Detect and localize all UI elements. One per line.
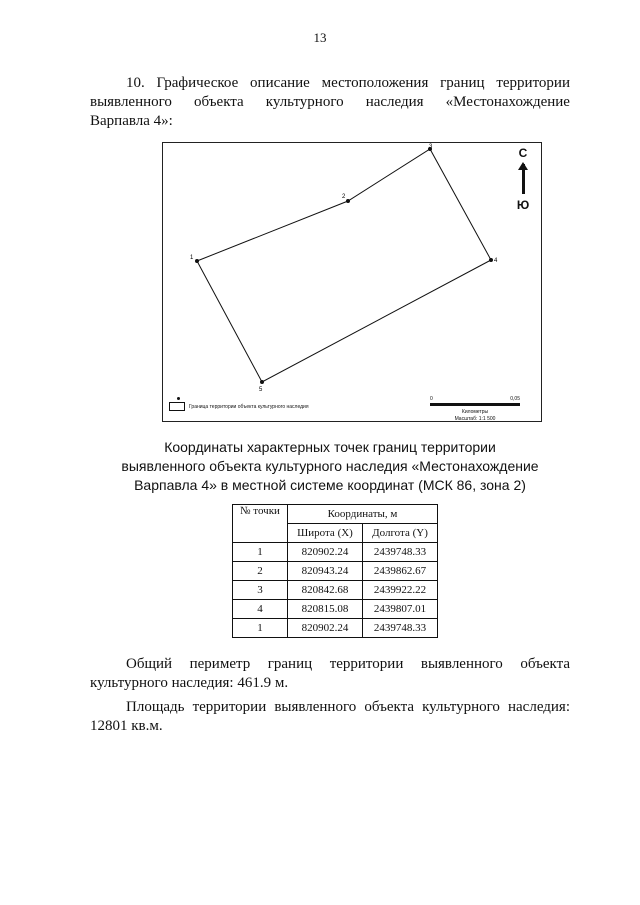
- scale-unit: Километры: [461, 409, 489, 415]
- cell-y: 2439748.33: [363, 619, 438, 638]
- perimeter-word: территории: [329, 656, 404, 672]
- boundary-point-4: [489, 258, 493, 262]
- caption-line: выявленного объекта культурного наследия «Местонахождение: [121, 458, 539, 474]
- map-legend: [169, 402, 309, 411]
- heading-word: Графическое: [156, 75, 239, 91]
- area-word: выявленного: [274, 699, 357, 715]
- perimeter-word: границ: [267, 656, 313, 672]
- cell-x: 820815.08: [288, 600, 363, 619]
- boundary-map: [162, 142, 542, 422]
- legend-label: Граница территории объекта культурного наследия: [189, 403, 309, 410]
- point-label-4: 4: [494, 258, 498, 264]
- point-label-1: 1: [190, 255, 194, 261]
- boundary-polygon: [197, 149, 491, 382]
- area-value: 12801 кв.м.: [90, 718, 163, 734]
- cell-x: 820902.24: [288, 619, 363, 638]
- cell-point: 3: [233, 581, 288, 600]
- col-header-lat: Широта (X): [288, 524, 363, 543]
- cell-point: 1: [233, 543, 288, 562]
- cell-x: 820902.24: [288, 543, 363, 562]
- north-label: С: [518, 146, 528, 160]
- table-row: [233, 581, 438, 600]
- heading-word: 10.: [126, 75, 145, 91]
- cell-y: 2439807.01: [363, 600, 438, 619]
- point-label-5: 5: [259, 387, 263, 393]
- coordinates-table: [232, 504, 438, 638]
- heading-word: наследия: [365, 94, 424, 110]
- point-label-3: 3: [429, 144, 433, 150]
- heading-word: описание: [250, 75, 310, 91]
- table-header-row: [233, 505, 438, 524]
- boundary-point-5: [260, 380, 264, 384]
- perimeter-line-2: [90, 674, 570, 693]
- scale-ticks: [430, 396, 520, 403]
- cell-x: 820842.68: [288, 581, 363, 600]
- heading-word: Варпавла 4»:: [90, 113, 173, 129]
- page-number: 13: [313, 30, 327, 45]
- perimeter-word: периметр: [189, 656, 251, 672]
- caption-line: Варпавла 4» в местной системе координат (МСК 86, зона 2): [134, 477, 526, 493]
- heading-line-2: [90, 93, 570, 112]
- table-row: [233, 562, 438, 581]
- col-header-lon: Долгота (Y): [363, 524, 438, 543]
- cell-y: 2439922.22: [363, 581, 438, 600]
- cell-y: 2439862.67: [363, 562, 438, 581]
- boundary-point-1: [195, 259, 199, 263]
- cell-point: 1: [233, 619, 288, 638]
- area-word: объекта: [364, 699, 414, 715]
- perimeter-value: культурного наследия: 461.9 м.: [90, 675, 289, 691]
- cell-point: 2: [233, 562, 288, 581]
- area-word: Площадь: [126, 699, 185, 715]
- area-word: территории: [192, 699, 267, 715]
- heading-line-1: [90, 74, 570, 93]
- area-paragraph: [90, 698, 570, 736]
- caption-line: Координаты характерных точек границ территории: [164, 439, 496, 455]
- cell-x: 820943.24: [288, 562, 363, 581]
- col-header-point: № точки: [233, 505, 288, 543]
- perimeter-line-1: [90, 655, 570, 674]
- area-word: культурного: [422, 699, 500, 715]
- heading-word: границ: [440, 75, 485, 91]
- heading-line-3: [90, 112, 570, 131]
- scale-tick-label: 0,05: [510, 396, 520, 402]
- heading-word: объекта: [194, 94, 244, 110]
- perimeter-paragraph: [90, 655, 570, 693]
- area-line-1: [90, 698, 570, 717]
- scale-tick-label: 0: [430, 396, 433, 402]
- legend-point-icon: [177, 397, 180, 400]
- point-label-2: 2: [342, 194, 346, 200]
- section-heading: [90, 74, 570, 131]
- cell-point: 4: [233, 600, 288, 619]
- south-label: Ю: [516, 198, 530, 212]
- table-caption: [90, 438, 570, 495]
- perimeter-word: выявленного: [420, 656, 503, 672]
- area-word: наследия:: [507, 699, 570, 715]
- col-header-coordinates: Координаты, м: [288, 505, 438, 524]
- legend-boundary-swatch-icon: [169, 402, 185, 411]
- perimeter-word: объекта: [520, 656, 570, 672]
- scale-bar: [430, 396, 520, 422]
- cell-y: 2439748.33: [363, 543, 438, 562]
- heading-word: выявленного: [90, 94, 172, 110]
- table-row: [233, 619, 438, 638]
- boundary-map-canvas: [163, 143, 543, 423]
- table-row: [233, 543, 438, 562]
- perimeter-word: Общий: [126, 656, 173, 672]
- boundary-point-2: [346, 199, 350, 203]
- scale-bar-line: [430, 403, 520, 406]
- heading-word: территории: [496, 75, 570, 91]
- heading-word: культурного: [265, 94, 344, 110]
- table-row: [233, 600, 438, 619]
- scale-ratio: Масштаб: 1:1 500: [454, 416, 496, 422]
- area-line-2: [90, 717, 570, 736]
- heading-word: местоположения: [321, 75, 429, 91]
- heading-word: «Местонахождение: [445, 94, 570, 110]
- arrow-shaft: [522, 164, 525, 194]
